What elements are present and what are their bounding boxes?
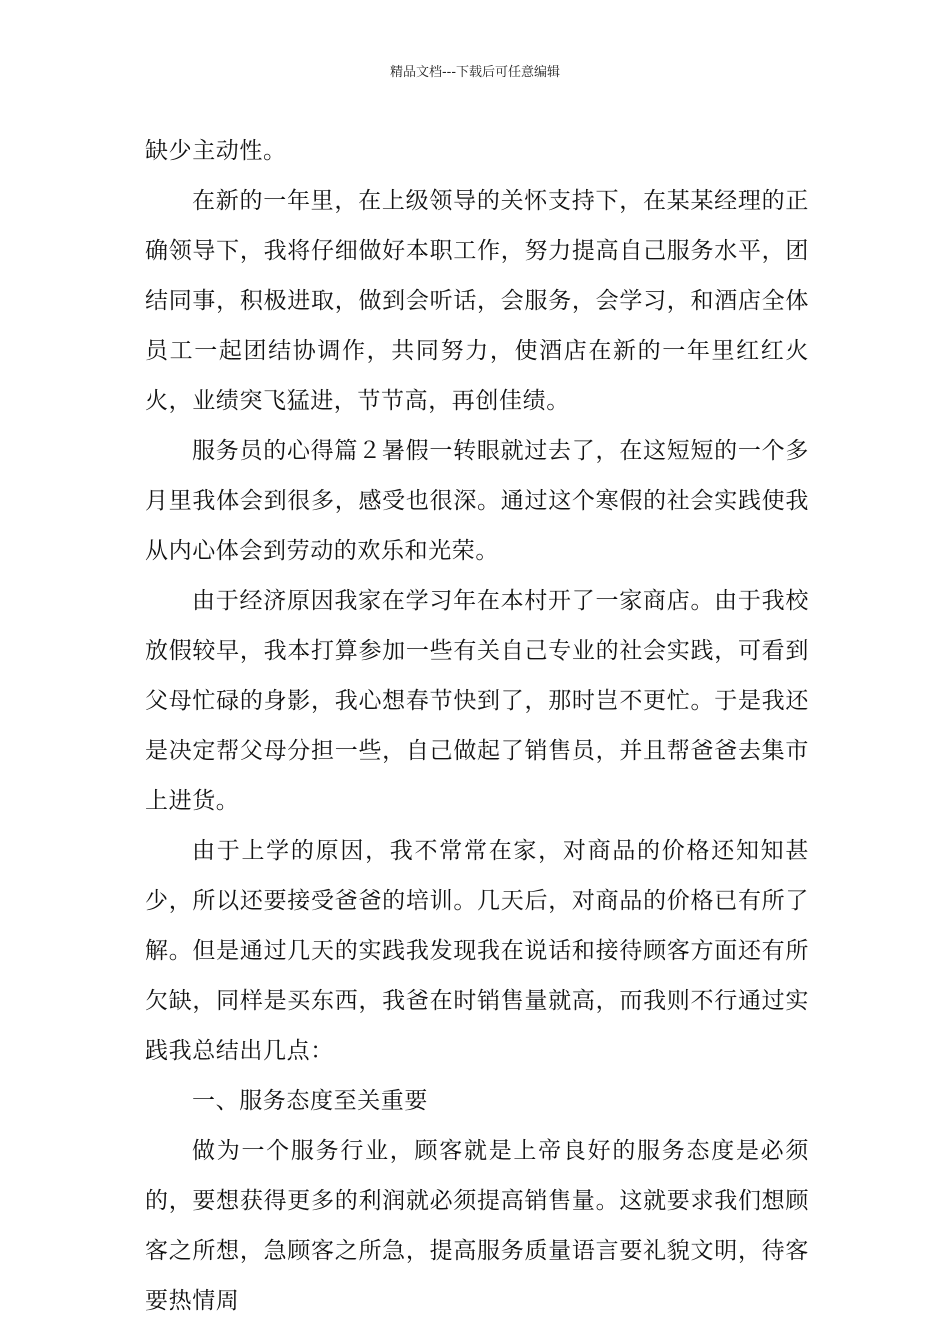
page-header: 精品文档---下载后可任意编辑 xyxy=(389,65,561,80)
paragraph-5: 由于上学的原因，我不常常在家，对商品的价格还知知甚少，所以还要接受爸爸的培训。几天后，对商品的价格已有所了解。但是通过几天的实践我发现我在说话和接待顾客方面还有所欠缺，同样是买东西，我爸在时销售量就高，而我则不行通过实践我总结出几点： xyxy=(145,838,809,1064)
document-body xyxy=(145,126,809,1326)
paragraph-1: 缺少主动性。 xyxy=(145,138,287,164)
paragraph-6: 做为一个服务行业，顾客就是上帝良好的服务态度是必须的，要想获得更多的利润就必须提高销售量。这就要求我们想顾客之所想，急顾客之所急，提高服务质量语言要礼貌文明，待客要热情周 xyxy=(145,1138,809,1314)
paragraph-2: 在新的一年里，在上级领导的关怀支持下，在某某经理的正确领导下，我将仔细做好本职工作，努力提高自己服务水平，团结同事，积极进取，做到会听话，会服务，会学习，和酒店全体员工一起团结协调作，共同努力，使酒店在新的一年里红红火火，业绩突飞猛进，节节高，再创佳绩。 xyxy=(145,188,809,414)
paragraph-4: 由于经济原因我家在学习年在本村开了一家商店。由于我校放假较早，我本打算参加一些有关自己专业的社会实践，可看到父母忙碌的身影，我心想春节快到了，那时岂不更忙。于是我还是决定帮父母分担一些，自己做起了销售员，并且帮爸爸去集市上进货。 xyxy=(145,588,809,814)
section-heading: 一、服务态度至关重要 xyxy=(192,1088,428,1114)
paragraph-3: 服务员的心得篇２暑假一转眼就过去了，在这短短的一个多月里我体会到很多，感受也很深。通过这个寒假的社会实践使我从内心体会到劳动的欢乐和光荣。 xyxy=(145,438,809,564)
